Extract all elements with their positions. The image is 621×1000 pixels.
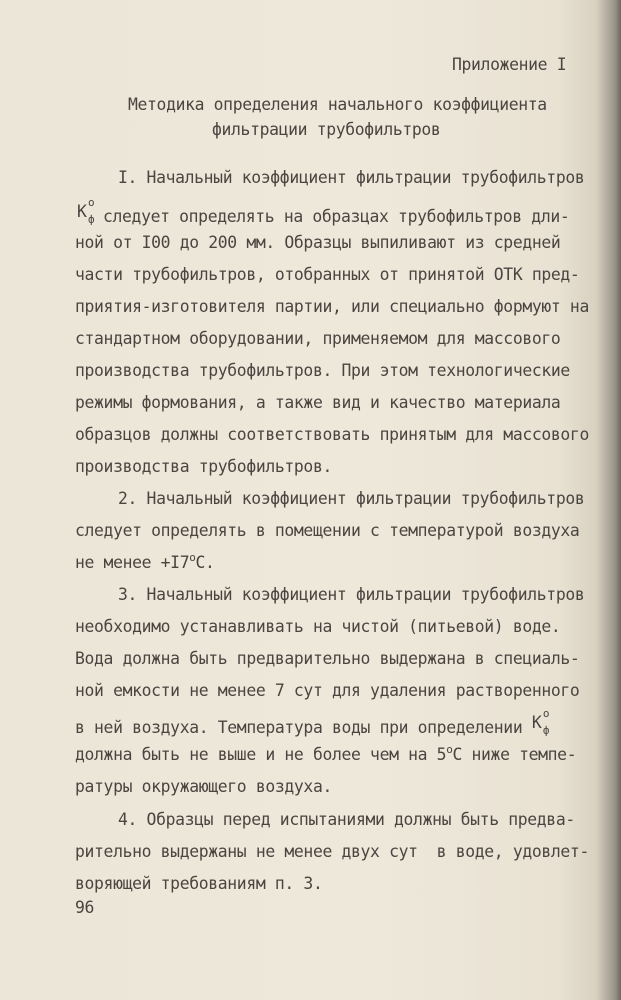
title-line-2: фильтрации трубофильтров: [212, 120, 441, 139]
degree-sign: о: [189, 551, 196, 564]
paragraph-3-line-5: в ней воздуха. Температура воды при определении К о ф: [75, 713, 558, 738]
paragraph-3-line-7: ратуры окружающего воздуха.: [75, 777, 332, 796]
paragraph-3-line-6: должна быть не выше и не более чем на $5^оС$ ниже темпе-: [75, 743, 577, 764]
filtration-coefficient-symbol: К о ф: [77, 196, 95, 226]
paragraph-1-line-9: образцов должны соответствовать принятым для массового: [75, 425, 589, 444]
paragraph-3-line-1: 3. Начальный коэффициент фильтрации трубофильтров: [118, 585, 585, 604]
paragraph-2-line-1: 2. Начальный коэффициент фильтрации трубофильтров: [118, 489, 585, 508]
paragraph-1-line-3: ной от I00 до 200 мм. Образцы выпиливают из средней: [75, 233, 561, 252]
degree-sign: о: [446, 743, 453, 756]
filtration-coefficient-symbol: К о ф: [531, 707, 550, 737]
paragraph-3-line-3: Вода должна быть предварительно выдержана в специаль-: [75, 649, 580, 668]
paragraph-4-line-2: рительно выдержаны не менее двух сут в воде, удовлет-: [75, 842, 589, 861]
title-line-1: Методика определения начального коэффициента: [128, 95, 547, 114]
paragraph-1-line-7: производства трубофильтров. При этом технологические: [75, 361, 570, 380]
paragraph-1-line-6: стандартном оборудовании, применяемом для массового: [75, 329, 561, 348]
page-number: 96: [75, 898, 95, 917]
paragraph-1-line-1: I. Начальный коэффициент фильтрации трубофильтров: [118, 168, 585, 187]
paragraph-1-line-8: режимы формования, а также вид и качество материала: [75, 393, 561, 412]
paragraph-1-line-5: приятия-изготовителя партии, или специально формуют на: [75, 297, 589, 316]
paragraph-1-line-10: производства трубофильтров.: [75, 457, 332, 476]
paragraph-1-line-2: К о ф следует определять на образцах трубофильтров дли-: [77, 196, 570, 226]
paragraph-3-line-4: ной емкости не менее 7 сут для удаления растворенного: [75, 681, 580, 700]
paragraph-4-line-1: 4. Образцы перед испытаниями должны быть предва-: [118, 810, 575, 829]
paragraph-4-line-3: воряющей требованиям п. 3.: [75, 874, 323, 893]
appendix-label: Приложение I: [452, 55, 567, 74]
paragraph-3-line-2: необходимо устанавливать на чистой (питьевой) воде.: [75, 617, 561, 636]
paragraph-2-line-3: не менее $+I7^оС$.: [75, 551, 215, 572]
paragraph-1-line-4: части трубофильтров, отобранных от принятой ОТК пред-: [75, 265, 580, 284]
paragraph-2-line-2: следует определять в помещении с температурой воздуха: [75, 521, 580, 540]
